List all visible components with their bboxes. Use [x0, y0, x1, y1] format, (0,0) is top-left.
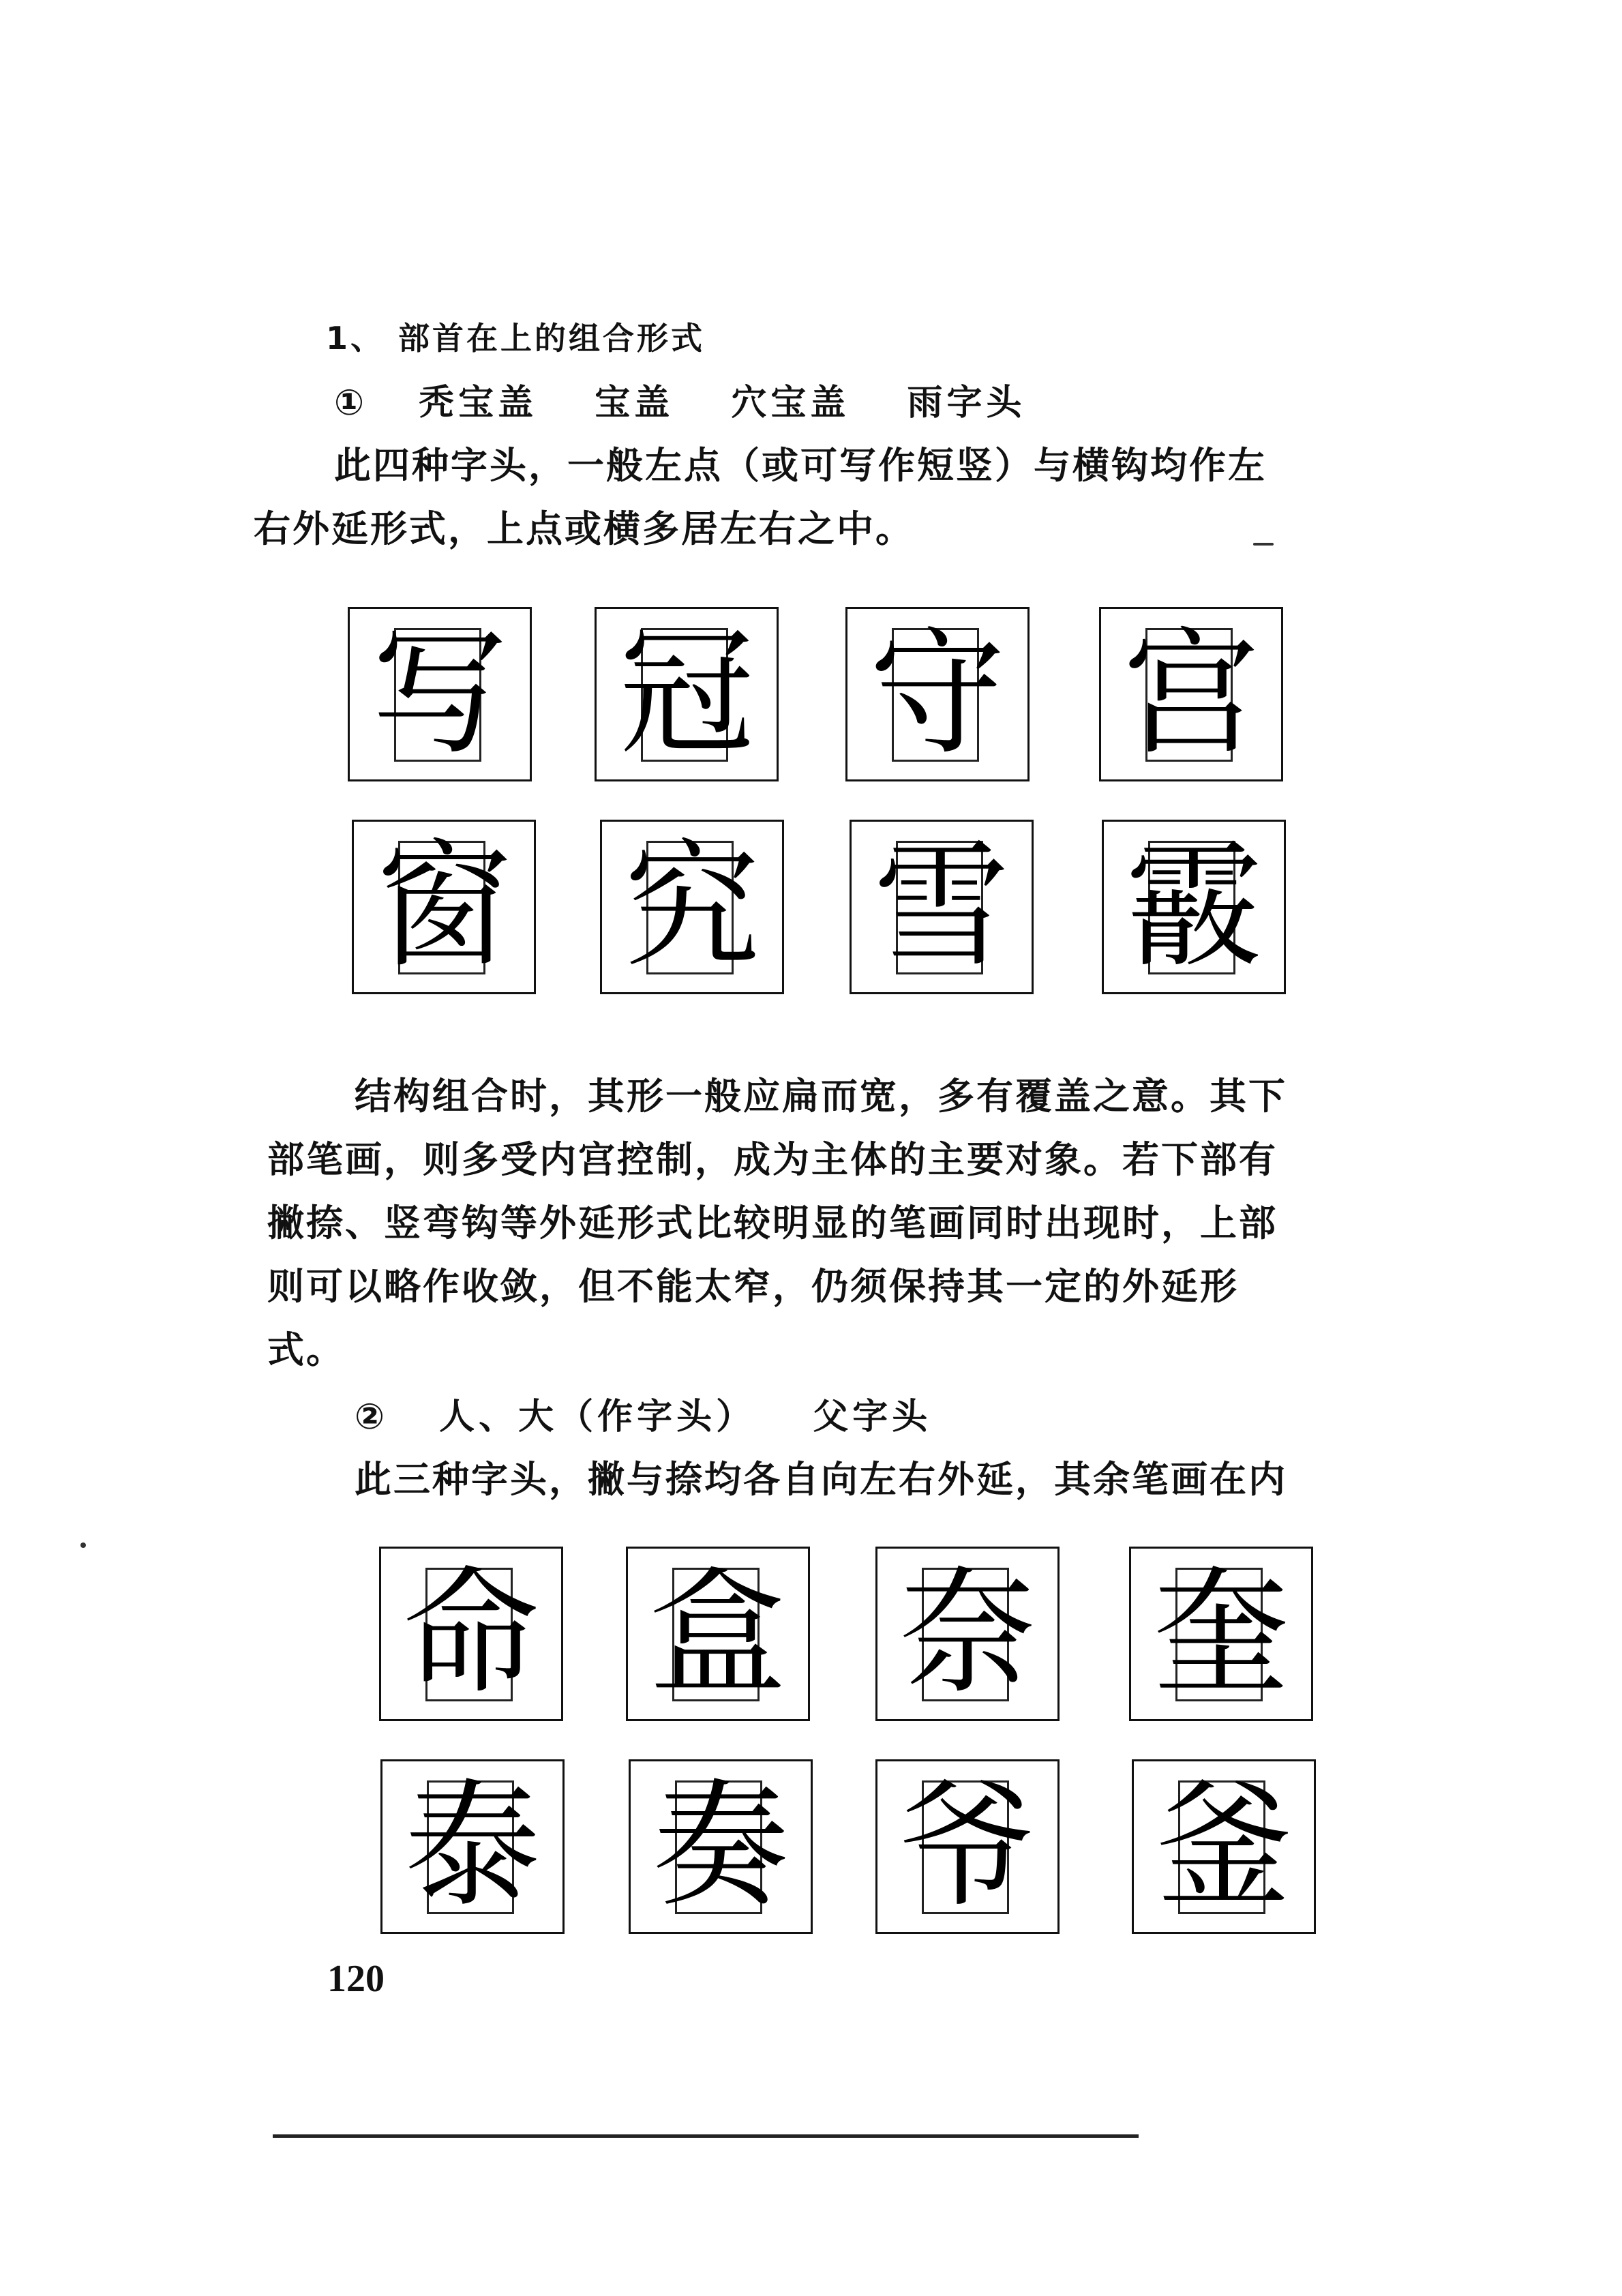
- glyph-char: 究: [623, 827, 760, 986]
- glyph-char: 写: [371, 614, 508, 773]
- glyph-cell: [1102, 820, 1286, 994]
- group1-intro-line: 此四种字头，一般左点（或可写作短竖）与横钩均作左: [334, 444, 1267, 487]
- glyph-cell: [629, 1759, 813, 1934]
- explanation-line: 部笔画，则多受内宫控制，成为主体的主要对象。若下部有: [267, 1138, 1278, 1181]
- page-number: 120: [327, 1958, 385, 2000]
- group1-label: 穴宝盖: [731, 383, 850, 423]
- group1-marker: ①: [334, 383, 369, 423]
- glyph-cell: [352, 820, 536, 994]
- glyph-cell: [348, 607, 532, 781]
- glyph-cell: [379, 1547, 563, 1721]
- glyph-char: 奎: [1152, 1554, 1289, 1713]
- group1-label: 宝盖: [595, 383, 674, 423]
- glyph-cell: [380, 1759, 565, 1934]
- glyph-char: 冠: [618, 614, 755, 773]
- glyph-char: 宫: [1122, 614, 1259, 773]
- glyph-char: 奏: [652, 1767, 789, 1926]
- glyph-cell: [1129, 1547, 1313, 1721]
- group1-label: 秃宝盖: [419, 383, 538, 423]
- glyph-char: 泰: [404, 1767, 541, 1926]
- glyph-cell: [626, 1547, 810, 1721]
- group2-label-row: [355, 1388, 931, 1439]
- group1-intro-line: 右外延形式，上点或横多居左右之中。: [254, 507, 914, 550]
- group2-marker: ②: [355, 1397, 389, 1437]
- glyph-char: 釜: [1155, 1767, 1292, 1926]
- bottom-rule: [273, 2134, 1139, 2138]
- glyph-char: 霰: [1125, 827, 1262, 986]
- glyph-cell: [850, 820, 1034, 994]
- group1-label-row: [334, 374, 1026, 425]
- scan-speck: [80, 1542, 86, 1548]
- explanation-line: 则可以略作收敛，但不能太窄，仍须保持其一定的外延形: [267, 1265, 1239, 1308]
- group1-label: 雨字头: [907, 383, 1026, 423]
- glyph-char: 雪: [873, 827, 1010, 986]
- glyph-char: 命: [402, 1554, 539, 1713]
- glyph-char: 爷: [899, 1767, 1036, 1926]
- glyph-cell: [845, 607, 1030, 781]
- glyph-cell: [875, 1759, 1060, 1934]
- glyph-cell: [595, 607, 779, 781]
- glyph-char: 窗: [375, 827, 512, 986]
- glyph-cell: [1132, 1759, 1316, 1934]
- explanation-line: 结构组合时，其形一般应扁而宽，多有覆盖之意。其下: [355, 1075, 1287, 1118]
- glyph-char: 守: [869, 614, 1006, 773]
- explanation-line: 式。: [267, 1328, 345, 1371]
- glyph-cell: [600, 820, 784, 994]
- glyph-char: 奈: [899, 1554, 1036, 1713]
- group2-label: 人、大（作字头）: [439, 1397, 756, 1437]
- scan-speck: [1253, 543, 1274, 546]
- group2-label: 父字头: [813, 1397, 932, 1437]
- glyph-cell: [1099, 607, 1283, 781]
- group2-intro-line: 此三种字头，撇与捺均各自向左右外延，其余笔画在内: [355, 1458, 1287, 1501]
- glyph-char: 盒: [649, 1554, 786, 1713]
- glyph-cell: [875, 1547, 1060, 1721]
- explanation-line: 撇捺、竖弯钩等外延形式比较明显的笔画同时出现时，上部: [267, 1202, 1278, 1244]
- section-heading: 1、 部首在上的组合形式: [326, 320, 706, 357]
